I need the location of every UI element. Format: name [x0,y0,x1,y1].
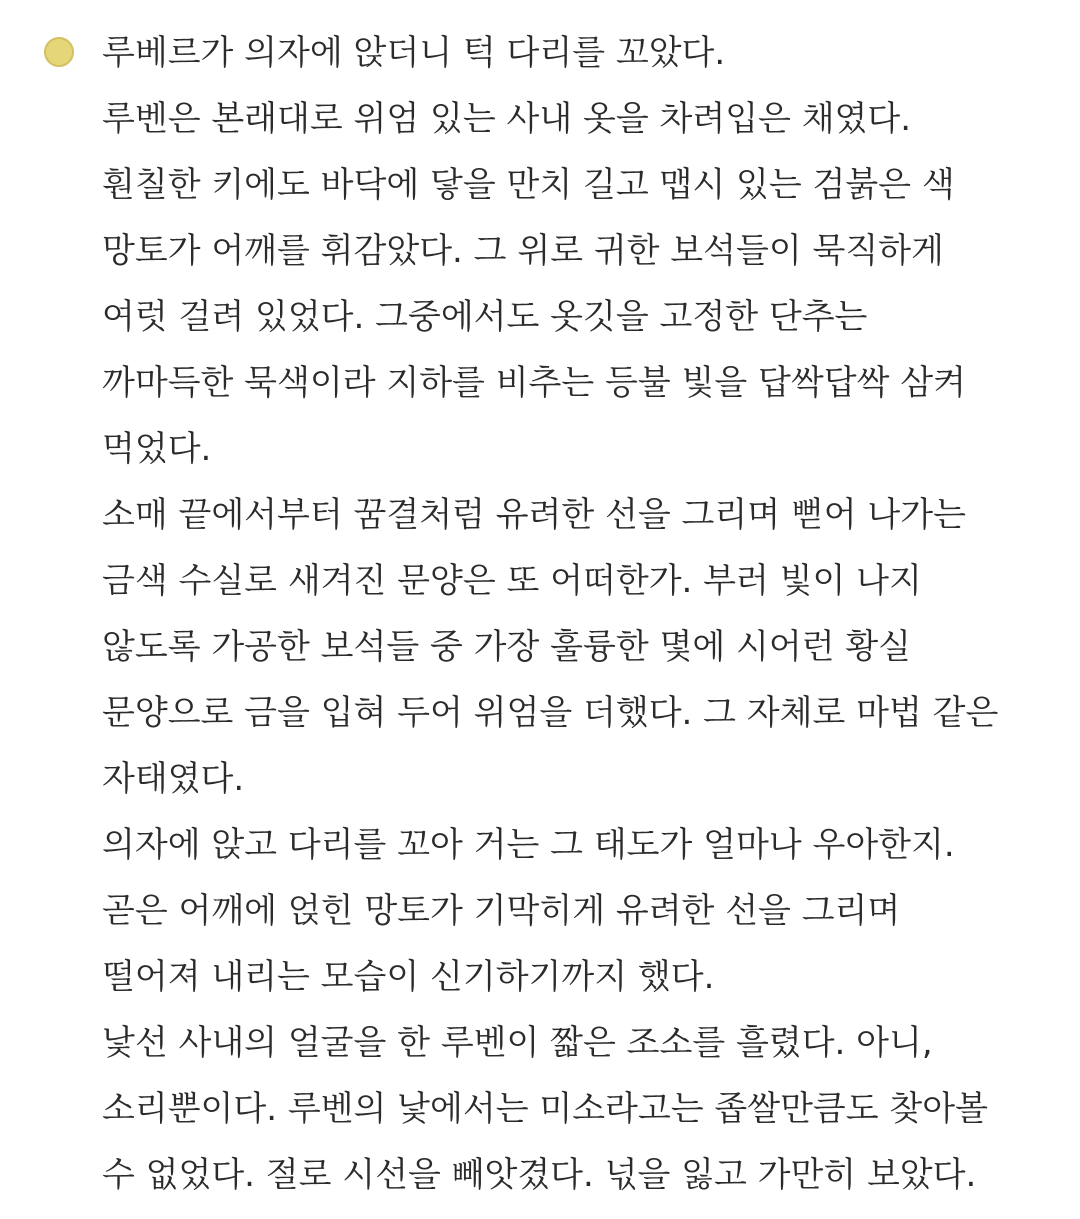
text-line: 먹었다. [102,429,212,469]
bullet-dot-icon [44,37,74,67]
text-line: 여럿 걸려 있었다. 그중에서도 옷깃을 고정한 단추는 [102,297,868,337]
text-line: 떨어져 내리는 모습이 신기하기까지 했다. [102,957,715,997]
text-line: 수 없었다. 절로 시선을 빼앗겼다. 넋을 잃고 가만히 보았다. [102,1155,977,1195]
text-line: 소매 끝에서부터 꿈결처럼 유려한 선을 그리며 뻗어 나가는 [102,495,966,535]
paragraph-text [102,20,1062,1208]
text-line: 루벤은 본래대로 위엄 있는 사내 옷을 차려입은 채였다. [102,99,912,139]
text-line: 문양으로 금을 입혀 두어 위엄을 더했다. 그 자체로 마법 같은 [102,693,999,733]
text-line: 훤칠한 키에도 바닥에 닿을 만치 길고 맵시 있는 검붉은 색 [102,165,955,205]
text-line: 루베르가 의자에 앉더니 턱 다리를 꼬았다. [102,33,726,73]
text-line: 망토가 어깨를 휘감았다. 그 위로 귀한 보석들이 묵직하게 [102,231,944,271]
text-line: 의자에 앉고 다리를 꼬아 거는 그 태도가 얼마나 우아한지. [102,825,955,865]
text-line: 소리뿐이다. 루벤의 낯에서는 미소라고는 좁쌀만큼도 찾아볼 [102,1089,988,1129]
text-line: 금색 수실로 새겨진 문양은 또 어떠한가. 부러 빛이 나지 [102,561,922,601]
text-line: 않도록 가공한 보석들 중 가장 훌륭한 몇에 시어런 황실 [102,627,912,667]
text-line: 곧은 어깨에 얹힌 망토가 기막히게 유려한 선을 그리며 [102,891,901,931]
text-line: 자태였다. [102,759,245,799]
text-line: 낯선 사내의 얼굴을 한 루벤이 짧은 조소를 흘렸다. 아니, [102,1023,933,1063]
text-line: 까마득한 묵색이라 지하를 비추는 등불 빛을 답싹답싹 삼켜 [102,363,966,403]
